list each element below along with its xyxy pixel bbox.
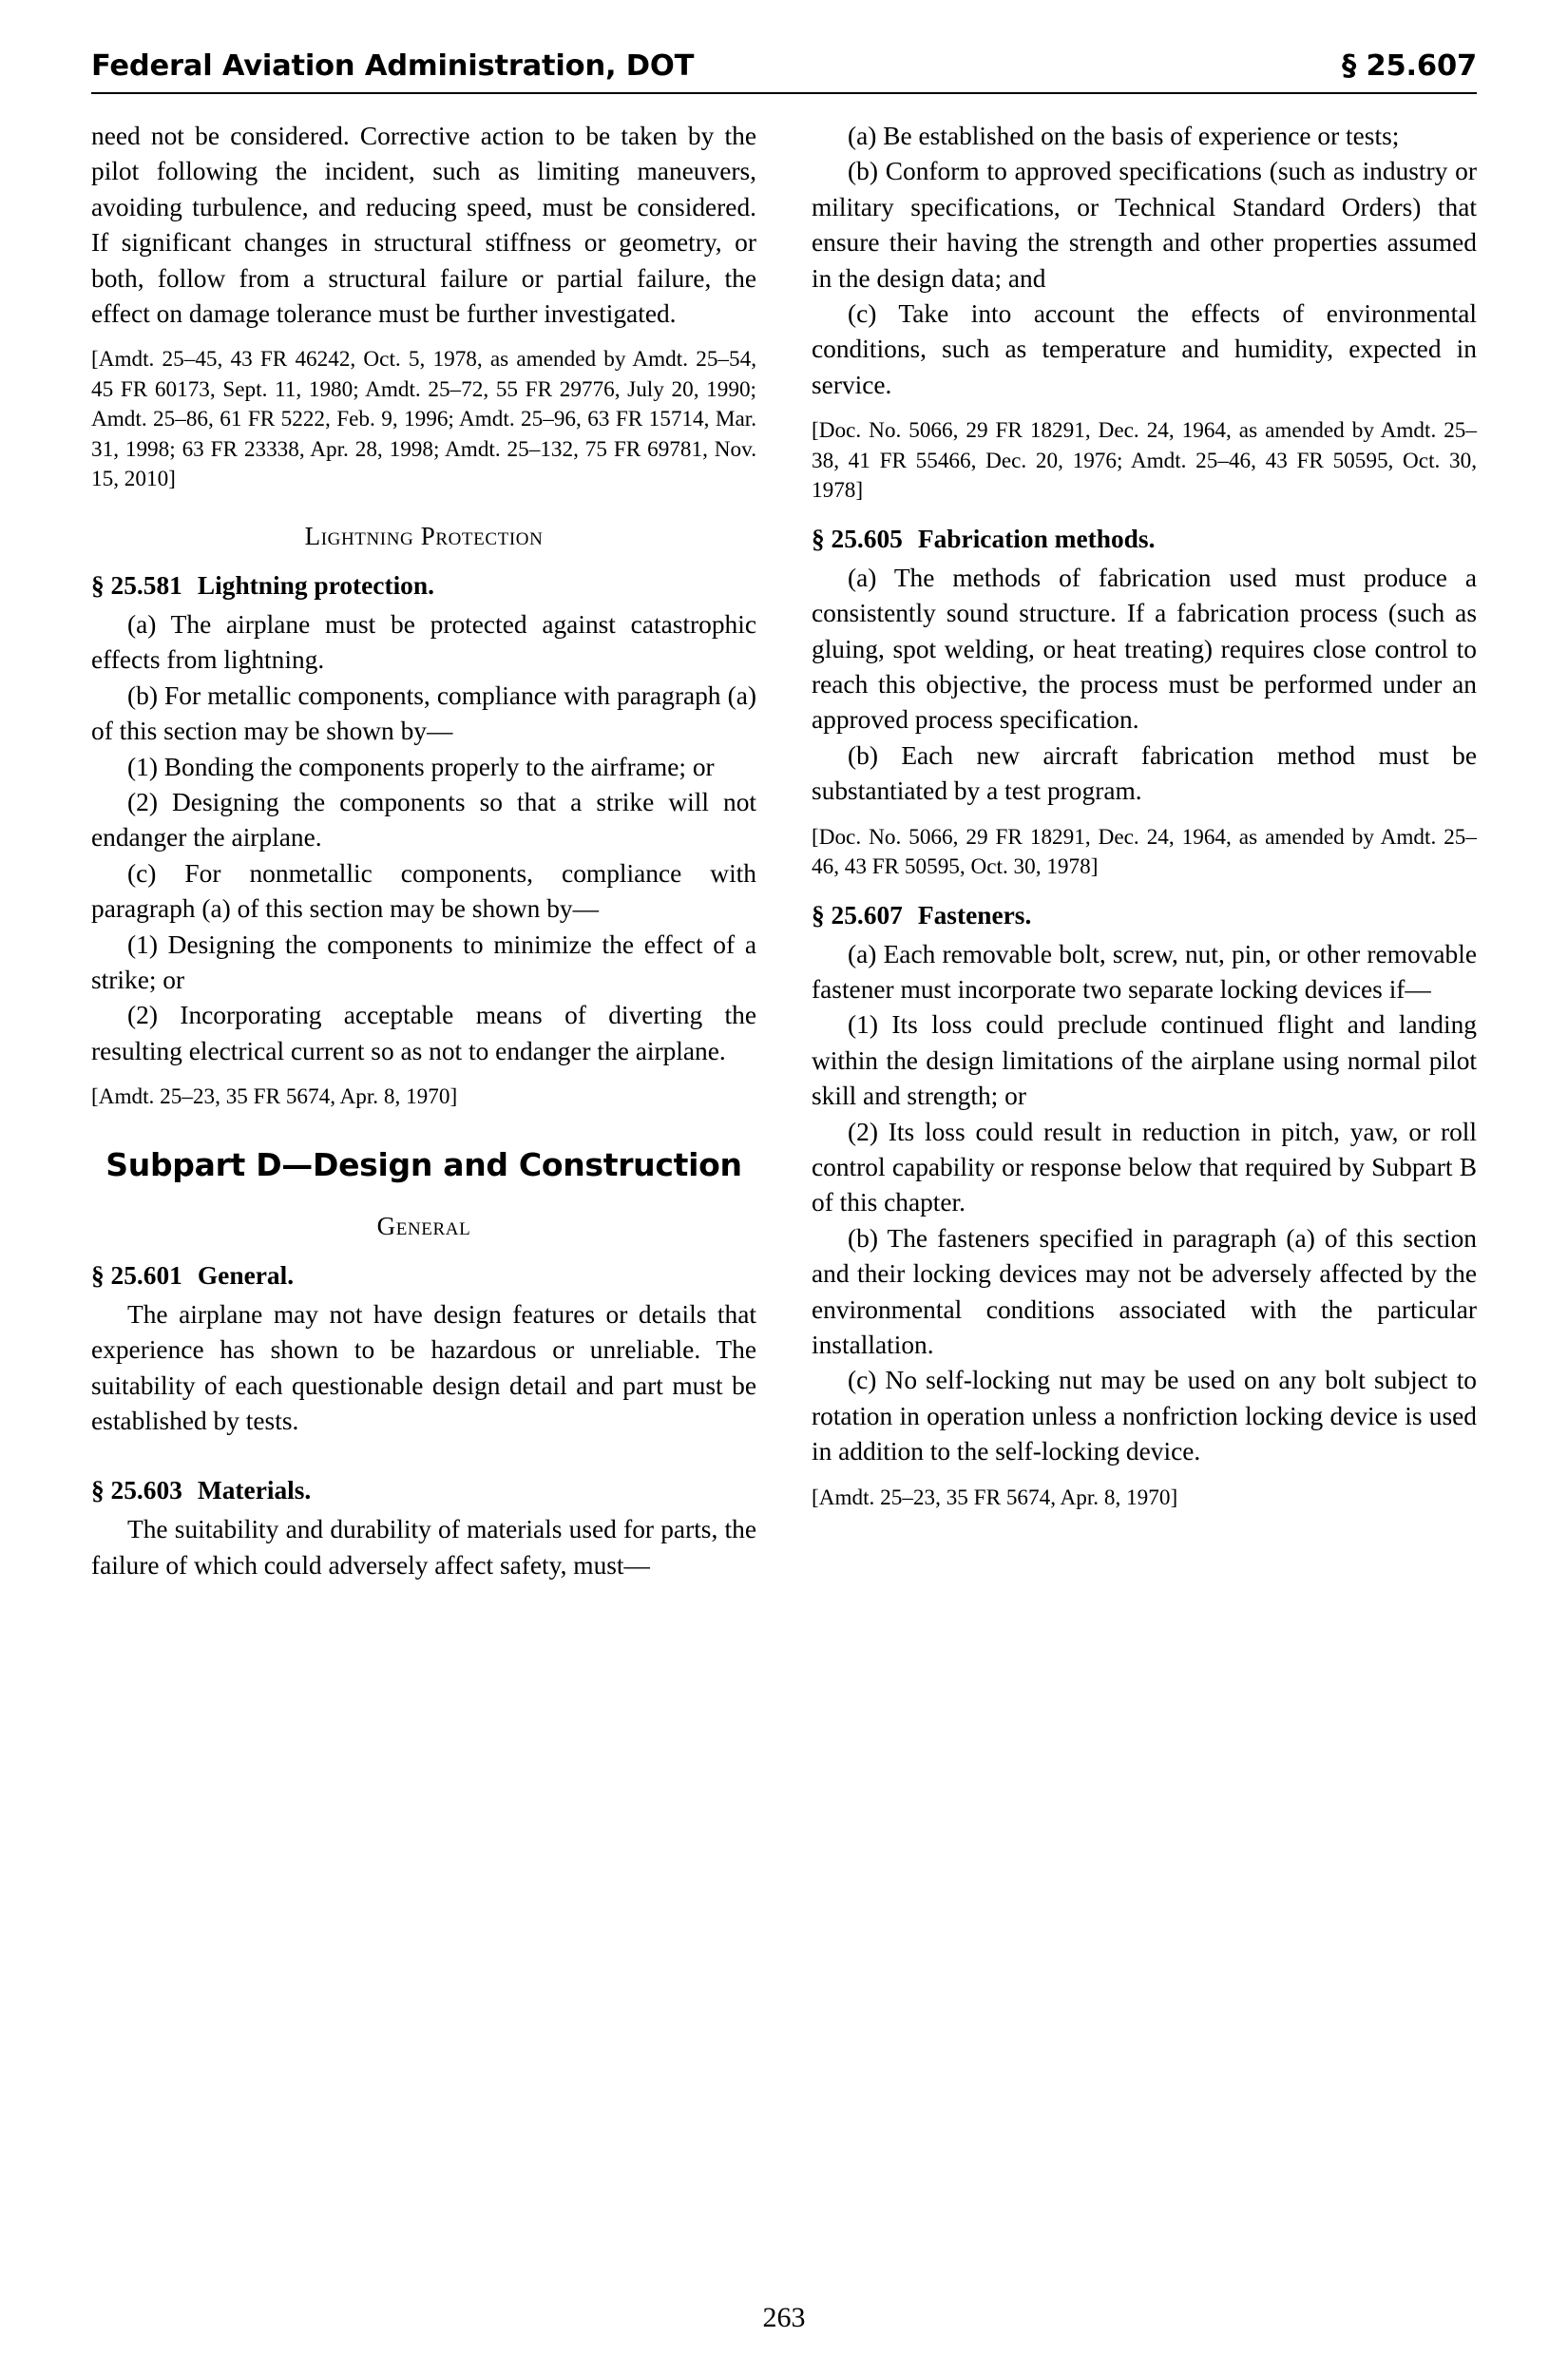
paragraph-603-b: (b) Conform to approved specifications (such as industry or military specifications, or Technical Standard Orders) that ensure their having the strength and other properties assumed in the design data; and xyxy=(812,157,1477,293)
section-number: § 25.581 xyxy=(91,570,182,600)
section-title: Lightning protection. xyxy=(197,570,434,600)
citation-amdt-25-45: [Amdt. 25–45, 43 FR 46242, Oct. 5, 1978, as amended by Amdt. 25–54, 45 FR 60173, Sept. 11, 1980; Amdt. 25–72, 55 FR 29776, July 20, 1990; Amdt. 25–86, 61 FR 5222, Feb. 9, 1996; Amdt. 25–96, 63 FR 15714, Mar. 31, 1998; 63 FR 23338, Apr. 28, 1998; Amdt. 25–132, 75 FR 69781, Nov. 15, 2010] xyxy=(91,347,756,492)
paragraph-581-b: (b) For metallic components, compliance with paragraph (a) of this section may be shown by— xyxy=(91,680,756,746)
section-heading-25-581 xyxy=(91,568,756,604)
section-heading-25-601 xyxy=(91,1258,756,1293)
section-title-601: General. xyxy=(197,1260,295,1290)
paragraph-581-c2: (2) Incorporating acceptable means of diverting the resulting electrical current so as not to endanger the airplane. xyxy=(91,1001,756,1065)
two-column-body xyxy=(91,119,1477,1583)
paragraph-603-a: (a) Be established on the basis of experience or tests; xyxy=(848,122,1400,150)
header-rule xyxy=(91,92,1477,94)
paragraph-581-c1: (1) Designing the components to minimize the effect of a strike; or xyxy=(91,929,756,994)
paragraph-607-a: (a) Each removable bolt, screw, nut, pin, or other removable fastener must incorporate two separate locking devices if— xyxy=(812,939,1477,1004)
section-title-607: Fasteners. xyxy=(917,900,1032,929)
section-heading-25-605 xyxy=(812,522,1477,557)
paragraph-607-b: (b) The fasteners specified in paragraph (a) of this section and their locking devices may not be adversely affected by the environmental conditions associated with the particular installation. xyxy=(812,1223,1477,1360)
center-heading-general xyxy=(91,1212,756,1241)
paragraph-605-b: (b) Each new aircraft fabrication method must be substantiated by a test program. xyxy=(812,740,1477,806)
paragraph-581-a: (a) The airplane must be protected against catastrophic effects from lightning. xyxy=(91,609,756,675)
paragraph-581-c: (c) For nonmetallic components, compliance with paragraph (a) of this section may be shown by— xyxy=(91,858,756,924)
citation-doc-5066-second: [Doc. No. 5066, 29 FR 18291, Dec. 24, 1964, as amended by Amdt. 25–46, 43 FR 50595, Oct. 30, 1978] xyxy=(812,824,1477,880)
left-column xyxy=(91,119,756,1583)
center-heading-lightning-protection xyxy=(91,522,756,551)
citation-amdt-25-23-left: [Amdt. 25–23, 35 FR 5674, Apr. 8, 1970] xyxy=(91,1084,458,1110)
citation-doc-5066-first: [Doc. No. 5066, 29 FR 18291, Dec. 24, 1964, as amended by Amdt. 25–38, 41 FR 55466, Dec. 20, 1976; Amdt. 25–46, 43 FR 50595, Oct. 30, 1978] xyxy=(812,418,1477,504)
section-number-601: § 25.601 xyxy=(91,1260,182,1290)
paragraph-601-body: The airplane may not have design features or details that experience has shown to be hazardous or unreliable. The suitability of each questionable design detail and part must be established by tests. xyxy=(91,1299,756,1435)
subpart-heading: Subpart D—Design and Construction xyxy=(105,1145,742,1183)
section-title-603: Materials. xyxy=(197,1476,312,1505)
page-number: 263 xyxy=(762,2302,806,2333)
section-heading-25-603 xyxy=(91,1473,756,1508)
section-number-603: § 25.603 xyxy=(91,1476,182,1505)
paragraph-581-b2: (2) Designing the components so that a strike will not endanger the airplane. xyxy=(91,787,756,853)
section-number-605: § 25.605 xyxy=(812,524,903,553)
paragraph-603-body: The suitability and durability of materials used for parts, the failure of which could adversely affect safety, must— xyxy=(91,1515,756,1580)
right-column xyxy=(812,119,1477,1513)
center-heading-text-general: General xyxy=(376,1211,471,1240)
paragraph-605-a: (a) The methods of fabrication used must produce a consistently sound structure. If a fabrication process (such as gluing, spot welding, or heat treating) requires close control to reach this objective, the process must be performed under an approved process specification. xyxy=(812,563,1477,735)
section-heading-25-607 xyxy=(812,898,1477,933)
paragraph-603-c: (c) Take into account the effects of environmental conditions, such as temperature and humidity, expected in service. xyxy=(812,299,1477,399)
paragraph-607-c: (c) No self-locking nut may be used on any bolt subject to rotation in operation unless a nonfriction locking device is used in addition to the self-locking device. xyxy=(812,1366,1477,1466)
running-head xyxy=(91,49,1477,88)
center-heading-text: Lightning Protection xyxy=(304,521,544,550)
paragraph-607-a1: (1) Its loss could preclude continued flight and landing within the design limitations of the airplane using normal pilot skill and strength; or xyxy=(812,1010,1477,1111)
citation-amdt-25-23-right: [Amdt. 25–23, 35 FR 5674, Apr. 8, 1970] xyxy=(812,1485,1178,1510)
paragraph-581-b1: (1) Bonding the components properly to the airframe; or xyxy=(127,752,715,781)
paragraph-continued: need not be considered. Corrective action to be taken by the pilot following the incident, such as limiting maneuvers, avoiding turbulence, and reducing speed, must be considered. If significant changes in structural stiffness or geometry, or both, follow from a structural failure or partial failure, the effect on damage tolerance must be further investigated. xyxy=(91,122,756,329)
section-number-607: § 25.607 xyxy=(812,900,903,929)
running-head-section: § 25.607 xyxy=(1342,49,1477,83)
paragraph-607-a2: (2) Its loss could result in reduction in pitch, yaw, or roll control capability or response below that required by Subpart B of this chapter. xyxy=(812,1117,1477,1217)
running-head-agency: Federal Aviation Administration, DOT xyxy=(91,49,695,83)
section-title-605: Fabrication methods. xyxy=(917,524,1156,553)
